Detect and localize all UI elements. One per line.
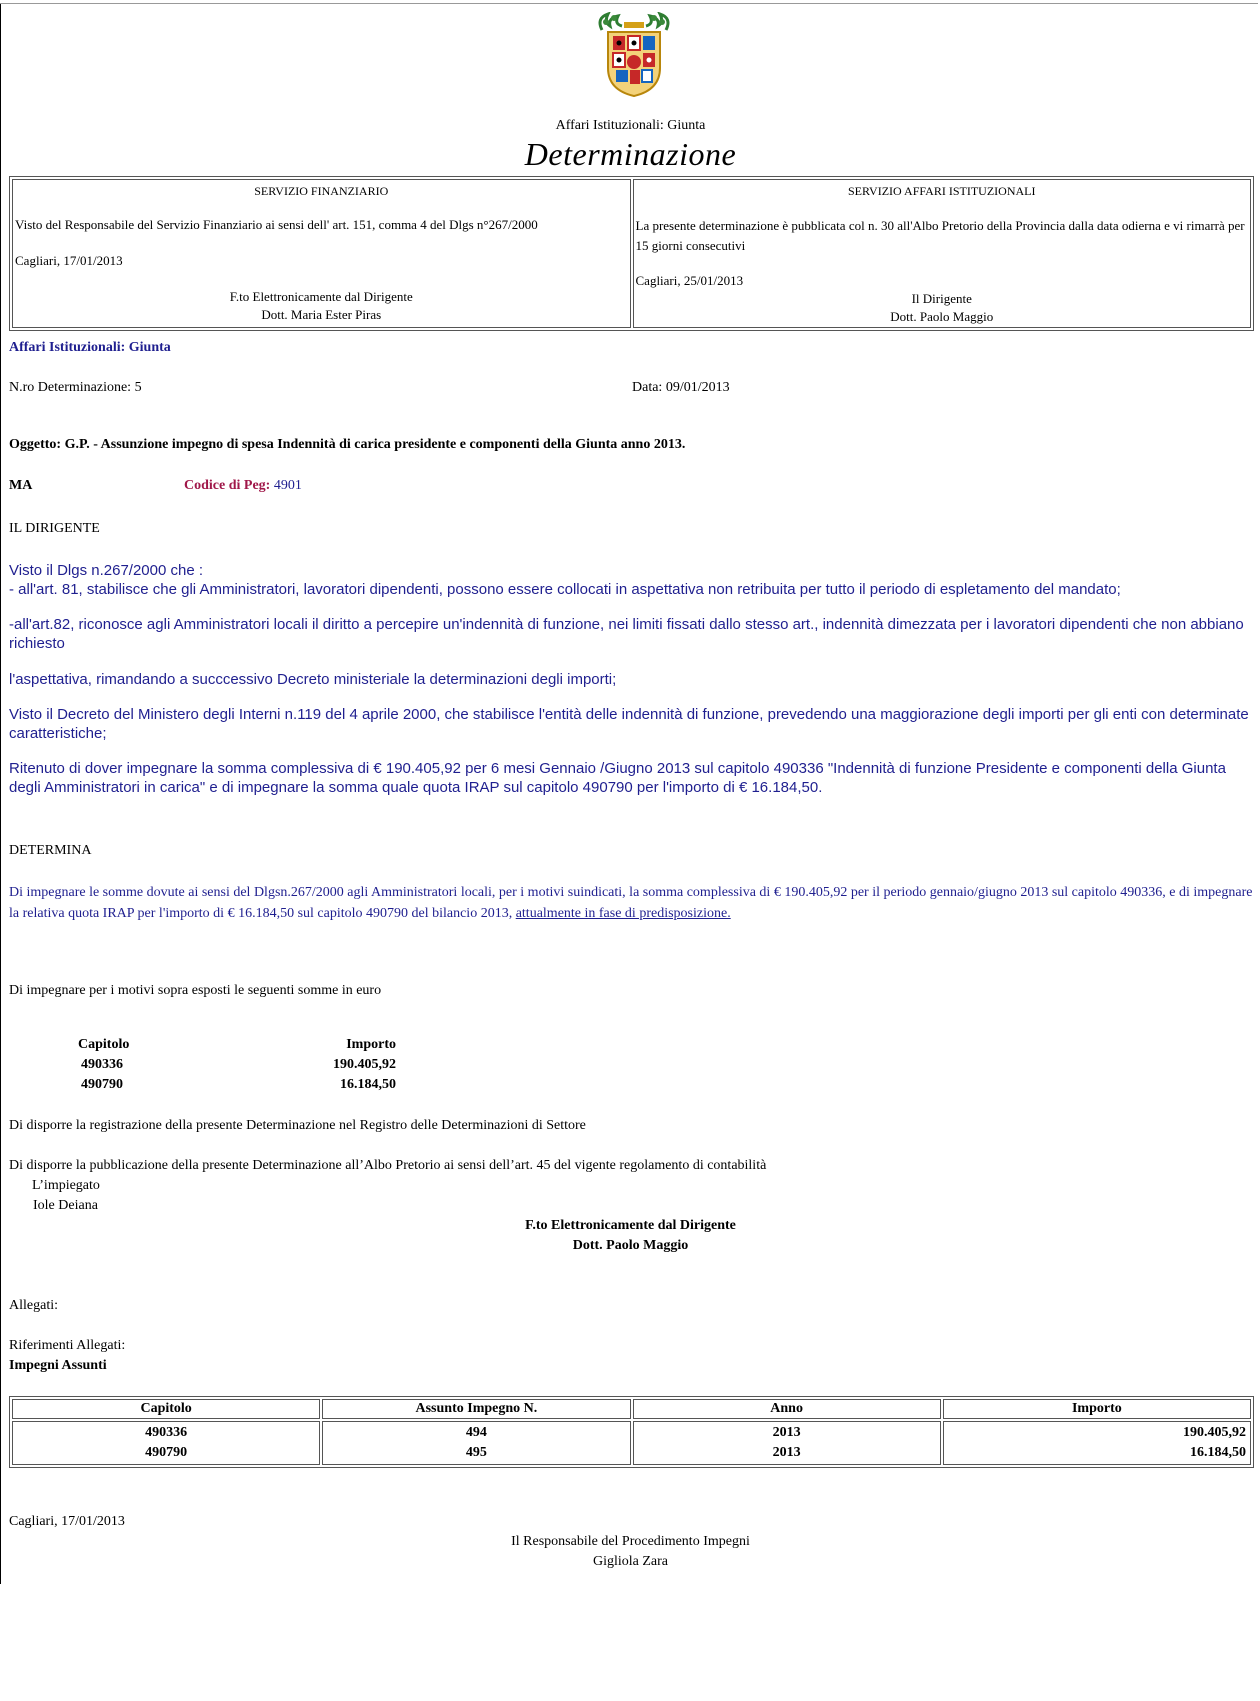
servizio-finanziario-cell	[12, 179, 631, 328]
impegni-header-anno: Anno	[633, 1399, 941, 1419]
header-subtitle: Affari Istituzionali: Giunta	[555, 118, 706, 133]
servizio-affari-sign2: Dott. Paolo Maggio	[890, 309, 994, 324]
servizio-affari-cell	[633, 179, 1252, 328]
codice-peg	[184, 478, 302, 494]
servizio-finanziario-sign2: Dott. Maria Ester Piras	[261, 307, 382, 322]
impegni-table-header-row	[12, 1399, 1251, 1419]
body-paragraph-2: -all'art.82, riconosce agli Amministratori locali il diritto a percepire un'indennità di funzione, nei limiti fissati dallo stesso art., indennità dimezzata per i lavoratori dipendenti che non abbiano richiesto	[9, 616, 1244, 652]
impegni-anno-value: 2013	[772, 1445, 801, 1460]
codice-peg-value: 4901	[273, 478, 302, 493]
determina-heading: DETERMINA	[9, 843, 92, 858]
servizio-affari-text: La presente determinazione è pubblicata col n. 30 all'Albo Pretorio della Provincia dalla data odierna e vi rimarrà per 15 giorni consecutivi	[635, 218, 1245, 253]
determina-body: Di impegnare le somme dovute ai sensi del Dlgsn.267/2000 agli Amministratori locali, per i motivi suindicati, la somma complessiva di € 190.405,92 per il periodo gennaio/giugno 2013 sul capitolo 490336, e di impegnare la relativa quota IRAP per l'importo di € 16.184,50 sul capitolo 490790 del bilancio 2013,	[9, 885, 1253, 921]
impegni-header-impegno: Assunto Impegno N.	[322, 1399, 630, 1419]
impegnare-text: Di impegnare per i motivi sopra esposti le seguenti somme in euro	[9, 983, 382, 998]
body-paragraph-4: Visto il Decreto del Ministero degli Interni n.119 del 4 aprile 2000, che stabilisce l'entità delle indennità di funzione, prevedendo una maggiorazione degli importi per gli enti con determinate caratteristiche;	[9, 706, 1249, 742]
codice-peg-label: Codice di Peg:	[184, 478, 271, 493]
determina-text	[9, 882, 1259, 924]
servizio-affari-sign1: Il Dirigente	[911, 291, 972, 306]
section-label: Affari Istituzionali: Giunta	[9, 340, 171, 355]
data-determinazione: Data: 09/01/2013	[632, 380, 730, 395]
impiegato-label: L’impiegato	[32, 1178, 100, 1193]
footer-name: Gigliola Zara	[592, 1554, 669, 1569]
impegni-capitolo-value: 490336	[145, 1425, 188, 1440]
impegni-assunti-heading: Impegni Assunti	[9, 1358, 107, 1373]
document-title: Determinazione	[524, 136, 737, 172]
footer-date: Cagliari, 17/01/2013	[9, 1514, 125, 1529]
disporre-pubblicazione: Di disporre la pubblicazione della presente Determinazione all’Albo Pretorio ai sensi dell’art. 45 del vigente regolamento di contabilità	[9, 1158, 767, 1173]
small-table-row	[78, 1077, 396, 1097]
footer-role: Il Responsabile del Procedimento Impegni	[511, 1534, 750, 1549]
servizio-affari-heading: SERVIZIO AFFARI ISTITUZIONALI	[848, 184, 1036, 198]
small-table-imp: 16.184,50	[340, 1077, 396, 1092]
numero-determinazione: N.ro Determinazione: 5	[9, 380, 142, 395]
servizio-finanziario-sign1: F.to Elettronicamente dal Dirigente	[229, 289, 413, 304]
top-rule	[0, 3, 1258, 4]
impegni-header-capitolo: Capitolo	[12, 1399, 320, 1419]
impegni-assunti-table	[9, 1396, 1254, 1468]
servizio-finanziario-heading: SERVIZIO FINANZIARIO	[254, 184, 389, 198]
impegni-numero-value: 495	[465, 1445, 487, 1460]
body-paragraph-3: l'aspettativa, rimandando a succcessivo Decreto ministeriale la determinazioni degli importi;	[9, 671, 617, 688]
impiegato-name: Iole Deiana	[33, 1198, 98, 1213]
small-table-header-capitolo: Capitolo	[78, 1037, 130, 1052]
firma-dirigente-2: Dott. Paolo Maggio	[572, 1238, 689, 1253]
coat-of-arms-logo	[594, 12, 674, 98]
impegni-cell-importo	[943, 1421, 1251, 1465]
small-table-header-importo: Importo	[346, 1037, 396, 1052]
allegati-label: Allegati:	[9, 1298, 58, 1313]
impegni-importo-value: 190.405,92	[1183, 1425, 1246, 1440]
body-paragraph-5: Ritenuto di dover impegnare la somma complessiva di € 190.405,92 per 6 mesi Gennaio /Giugno 2013 sul capitolo 490336 "Indennità di funzione Presidente e componenti della Giunta degli Amministratori in carica" e di impegnare la somma quale quota IRAP sul capitolo 490790 per l'importo di € 16.184,50.	[9, 760, 1226, 796]
servizio-finanziario-date: Cagliari, 17/01/2013	[15, 253, 123, 268]
riferimenti-allegati-label: Riferimenti Allegati:	[9, 1338, 126, 1353]
small-impegni-table	[78, 1037, 396, 1097]
body-p1b: - all'art. 81, stabilisce che gli Amministratori, lavoratori dipendenti, possono essere collocati in aspettativa non retribuita per tutto il periodo di espletamento del mandato;	[9, 581, 1121, 598]
servizio-finanziario-text: Visto del Responsabile del Servizio Finanziario ai sensi dell' art. 151, comma 4 del Dlgs n°267/2000	[15, 217, 538, 232]
impegni-header-importo: Importo	[943, 1399, 1251, 1419]
firma-dirigente-1: F.to Elettronicamente dal Dirigente	[525, 1218, 736, 1233]
impegni-cell-capitolo	[12, 1421, 320, 1465]
body-paragraph-1	[9, 561, 1249, 599]
service-header-table	[9, 176, 1254, 331]
impegni-anno-value: 2013	[772, 1425, 801, 1440]
small-table-row	[78, 1057, 396, 1077]
impegni-numero-value: 494	[465, 1425, 487, 1440]
il-dirigente: IL DIRIGENTE	[9, 521, 100, 536]
body-p1a: Visto il Dlgs n.267/2000 che :	[9, 562, 204, 579]
ma-label: MA	[9, 478, 33, 493]
small-table-cap: 490336	[81, 1057, 123, 1072]
left-rule	[0, 4, 1, 1584]
impegni-importo-value: 16.184,50	[1190, 1445, 1246, 1460]
small-table-imp: 190.405,92	[333, 1057, 396, 1072]
impegni-table-row	[12, 1421, 1251, 1465]
small-table-cap: 490790	[81, 1077, 123, 1092]
impegni-cell-impegno	[322, 1421, 630, 1465]
disporre-registrazione: Di disporre la registrazione della presente Determinazione nel Registro delle Determinazioni di Settore	[9, 1118, 586, 1133]
predisposizione-link[interactable]: attualmente in fase di predisposizione.	[515, 906, 731, 921]
servizio-affari-date: Cagliari, 25/01/2013	[635, 273, 744, 288]
oggetto: Oggetto: G.P. - Assunzione impegno di spesa Indennità di carica presidente e componenti della Giunta anno 2013.	[9, 437, 686, 452]
impegni-capitolo-value: 490790	[145, 1445, 188, 1460]
impegni-cell-anno	[633, 1421, 941, 1465]
